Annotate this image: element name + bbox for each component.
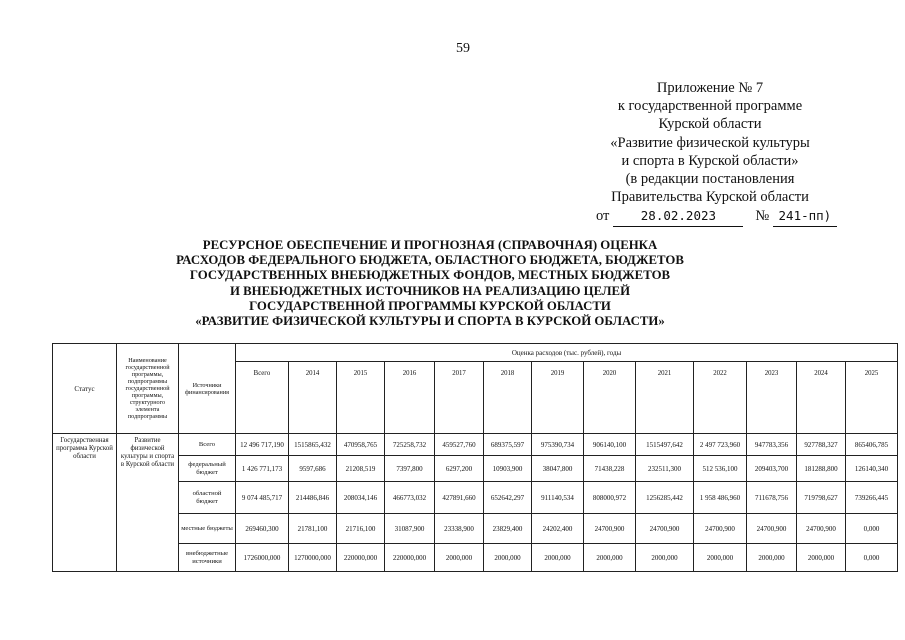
value-cell: 711678,756	[747, 482, 797, 514]
value-cell: 1256285,442	[636, 482, 694, 514]
value-cell: 24700,900	[584, 514, 636, 544]
value-cell: 24700,900	[797, 514, 846, 544]
page-number: 59	[456, 41, 470, 56]
program-name-cell: Развитие физической культуры и спорта в Курской области	[117, 434, 179, 572]
value-cell: 975390,734	[532, 434, 584, 456]
value-cell: 38047,800	[532, 456, 584, 482]
table-row	[53, 544, 898, 572]
table-row	[53, 456, 898, 482]
value-cell: 2000,000	[694, 544, 747, 572]
header-col-year: 2016	[385, 362, 435, 434]
value-cell: 1726000,000	[236, 544, 289, 572]
table-row	[53, 482, 898, 514]
value-cell: 0,000	[846, 544, 898, 572]
value-cell: 2000,000	[636, 544, 694, 572]
resolution-date-line	[560, 207, 860, 226]
appendix-line: «Развитие физической культуры	[610, 134, 810, 151]
source-cell: местные бюджеты	[179, 514, 236, 544]
value-cell: 209403,700	[747, 456, 797, 482]
value-cell: 71438,228	[584, 456, 636, 482]
header-col-year: 2019	[532, 362, 584, 434]
header-col-year: 2015	[337, 362, 385, 434]
document-title	[130, 238, 730, 329]
appendix-line: (в редакции постановления	[625, 171, 795, 188]
value-cell: 12 496 717,190	[236, 434, 289, 456]
resolution-number: 241-пп)	[773, 207, 837, 226]
value-cell: 947783,356	[747, 434, 797, 456]
header-col-year: 2024	[797, 362, 846, 434]
header-col-year: 2018	[484, 362, 532, 434]
value-cell: 23829,400	[484, 514, 532, 544]
header-col-year: 2025	[846, 362, 898, 434]
value-cell: 1 426 771,173	[236, 456, 289, 482]
value-cell: 214486,846	[289, 482, 337, 514]
value-cell: 725258,732	[385, 434, 435, 456]
value-cell: 2000,000	[532, 544, 584, 572]
value-cell: 1515865,432	[289, 434, 337, 456]
value-cell: 739266,445	[846, 482, 898, 514]
value-cell: 652642,297	[484, 482, 532, 514]
value-cell: 689375,597	[484, 434, 532, 456]
value-cell: 1270000,000	[289, 544, 337, 572]
value-cell: 21716,100	[337, 514, 385, 544]
value-cell: 512 536,100	[694, 456, 747, 482]
value-cell: 1515497,642	[636, 434, 694, 456]
source-cell: федеральный бюджет	[179, 456, 236, 482]
value-cell: 0,000	[846, 514, 898, 544]
value-cell: 808000,972	[584, 482, 636, 514]
value-cell: 6297,200	[435, 456, 484, 482]
header-col-year: 2023	[747, 362, 797, 434]
value-cell: 1 958 486,960	[694, 482, 747, 514]
appendix-line: к государственной программе	[617, 98, 803, 115]
value-cell: 2000,000	[797, 544, 846, 572]
header-funding-sources: Источники финансирования	[179, 344, 236, 434]
value-cell: 220000,000	[385, 544, 435, 572]
value-cell: 2000,000	[747, 544, 797, 572]
title-line: ГОСУДАРСТВЕННЫХ ВНЕБЮДЖЕТНЫХ ФОНДОВ, МЕСТНЫХ БЮДЖЕТОВ	[189, 268, 671, 283]
value-cell: 269460,300	[236, 514, 289, 544]
title-line: РЕСУРСНОЕ ОБЕСПЕЧЕНИЕ И ПРОГНОЗНАЯ (СПРАВОЧНАЯ) ОЦЕНКА	[202, 238, 658, 252]
value-cell: 7397,800	[385, 456, 435, 482]
source-cell: Всего	[179, 434, 236, 456]
value-cell: 2000,000	[435, 544, 484, 572]
header-col-total: Всего	[236, 362, 289, 434]
source-cell: областной бюджет	[179, 482, 236, 514]
value-cell: 24700,900	[747, 514, 797, 544]
value-cell: 23338,900	[435, 514, 484, 544]
value-cell: 2000,000	[484, 544, 532, 572]
header-col-year: 2021	[636, 362, 694, 434]
value-cell: 466773,032	[385, 482, 435, 514]
value-cell: 865406,785	[846, 434, 898, 456]
budget-table	[52, 343, 898, 572]
value-cell: 208034,146	[337, 482, 385, 514]
value-cell: 719798,627	[797, 482, 846, 514]
value-cell: 10903,900	[484, 456, 532, 482]
value-cell: 126140,340	[846, 456, 898, 482]
header-expense-estimate: Оценка расходов (тыс. рублей), годы	[236, 344, 898, 362]
header-col-year: 2014	[289, 362, 337, 434]
value-cell: 470958,765	[337, 434, 385, 456]
title-line: «РАЗВИТИЕ ФИЗИЧЕСКОЙ КУЛЬТУРЫ И СПОРТА В КУРСКОЙ ОБЛАСТИ»	[195, 314, 665, 329]
title-line: ГОСУДАРСТВЕННОЙ ПРОГРАММЫ КУРСКОЙ ОБЛАСТИ	[249, 298, 611, 313]
value-cell: 9597,686	[289, 456, 337, 482]
value-cell: 906140,100	[584, 434, 636, 456]
number-sign-label: №	[755, 208, 770, 225]
value-cell: 9 074 485,717	[236, 482, 289, 514]
header-program-name: Наименование государственной программы, подпрограммы государственной программы, структурного элемента подпрограммы	[117, 344, 179, 434]
date-prefix-label: от	[596, 208, 610, 225]
resolution-date: 28.02.2023	[613, 207, 743, 226]
value-cell: 232511,300	[636, 456, 694, 482]
value-cell: 220000,000	[337, 544, 385, 572]
table-row	[53, 514, 898, 544]
appendix-line: Приложение № 7	[656, 80, 764, 96]
header-col-year: 2020	[584, 362, 636, 434]
value-cell: 24700,900	[694, 514, 747, 544]
value-cell: 21208,519	[337, 456, 385, 482]
value-cell: 927788,327	[797, 434, 846, 456]
appendix-line: Правительства Курской области	[611, 189, 809, 206]
appendix-line: и спорта в Курской области»	[621, 152, 799, 169]
value-cell: 31087,900	[385, 514, 435, 544]
header-status: Статус	[53, 344, 117, 434]
value-cell: 2000,000	[584, 544, 636, 572]
value-cell: 459527,760	[435, 434, 484, 456]
value-cell: 24202,400	[532, 514, 584, 544]
source-cell: внебюджетные источники	[179, 544, 236, 572]
header-col-year: 2017	[435, 362, 484, 434]
value-cell: 24700,900	[636, 514, 694, 544]
table-row	[53, 434, 898, 456]
title-line: И ВНЕБЮДЖЕТНЫХ ИСТОЧНИКОВ НА РЕАЛИЗАЦИЮ ЦЕЛЕЙ	[229, 283, 631, 298]
header-col-year: 2022	[694, 362, 747, 434]
title-line: РАСХОДОВ ФЕДЕРАЛЬНОГО БЮДЖЕТА, ОБЛАСТНОГО БЮДЖЕТА, БЮДЖЕТОВ	[176, 253, 684, 268]
value-cell: 427891,660	[435, 482, 484, 514]
appendix-block	[560, 79, 860, 227]
value-cell: 181288,800	[797, 456, 846, 482]
status-cell: Государственная программа Курской области	[53, 434, 117, 572]
value-cell: 2 497 723,960	[694, 434, 747, 456]
value-cell: 21781,100	[289, 514, 337, 544]
appendix-line: Курской области	[658, 116, 762, 133]
value-cell: 911140,534	[532, 482, 584, 514]
